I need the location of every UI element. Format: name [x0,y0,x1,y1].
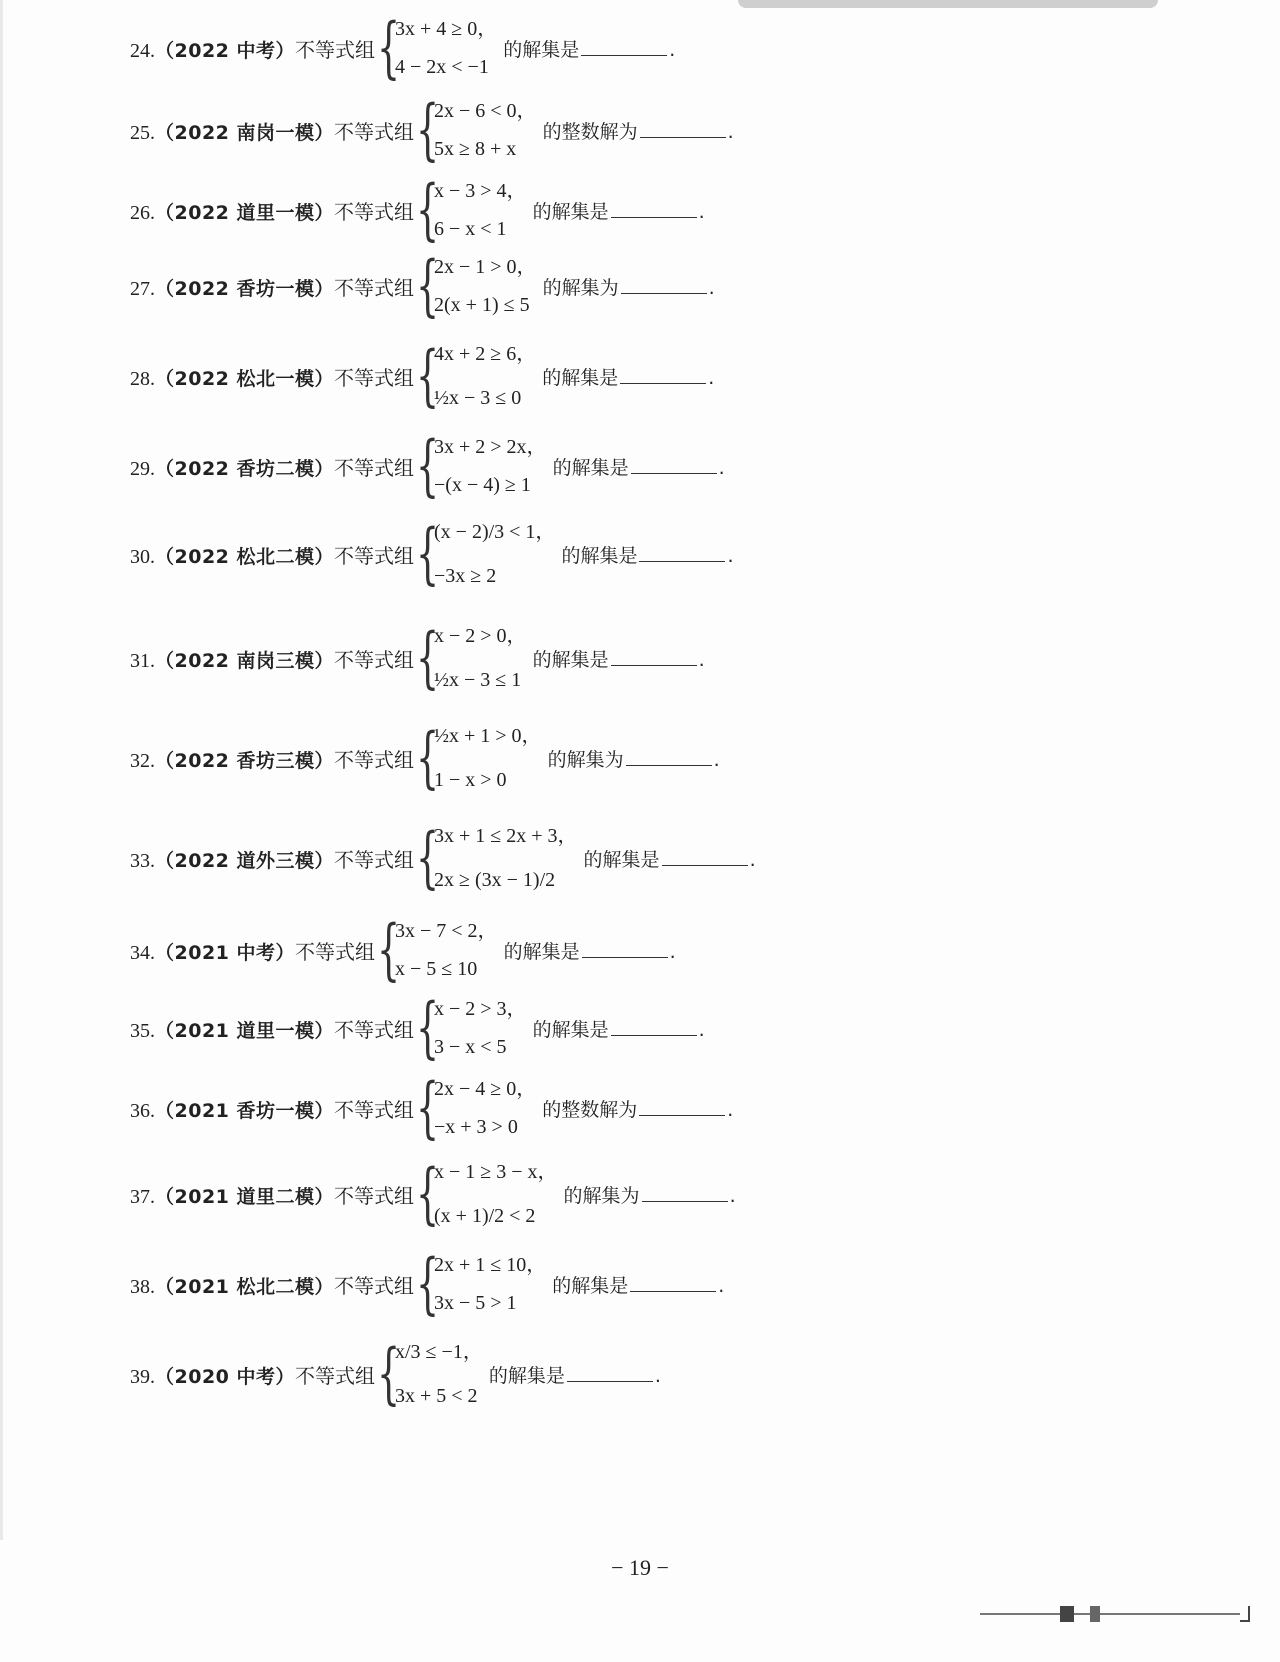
problem-source: （2022 香坊三模） [155,749,334,772]
problem-suffix: 的解集是 [561,544,638,567]
inequality-system [416,1245,547,1322]
inequality-line-2: ½x − 3 ≤ 1 [434,669,522,691]
inequality-line-2: ½x − 3 ≤ 0 [434,387,522,409]
inequality-line-1: x − 3 > 4， [434,180,527,202]
end-mark: . [669,940,676,963]
brace-icon: { [416,1069,440,1146]
end-mark: . [729,1184,736,1207]
problem-source: （2022 中考） [155,39,295,62]
problem-29 [130,426,725,506]
answer-blank [611,197,697,218]
problem-prefix: 不等式组 [334,747,414,772]
inequality-line-1: 2x − 1 > 0， [434,256,537,278]
brace-icon: { [377,911,401,988]
problem-number: 27. [130,277,155,300]
brace-icon: { [416,427,440,504]
problem-suffix: 的解集是 [503,940,580,963]
end-mark: . [708,366,715,389]
brace-icon: { [416,171,440,248]
problem-39 [130,1334,661,1414]
problem-source: （2021 道里二模） [155,1185,334,1208]
inequality-system [377,911,498,988]
inequality-line-1: 3x − 7 < 2， [395,920,498,942]
inequality-line-1: 3x + 1 ≤ 2x + 3， [434,825,578,847]
inequality-line-1: 2x − 4 ≥ 0， [434,1078,537,1100]
inequality-line-2: 2x ≥ (3x − 1)/2 [434,869,556,891]
problem-source: （2022 道外三模） [155,849,334,872]
answer-blank [611,1015,697,1036]
problem-source: （2021 松北二模） [155,1275,334,1298]
problem-number: 32. [130,749,155,772]
inequality-line-1: 3x + 2 > 2x， [434,436,547,458]
problem-number: 24. [130,39,155,62]
problem-prefix: 不等式组 [334,455,414,480]
inequality-line-2: 2(x + 1) ≤ 5 [434,294,530,316]
brace-icon: { [416,819,440,896]
problem-26 [130,170,705,250]
problem-number: 36. [130,1099,155,1122]
end-mark: . [654,1364,661,1387]
answer-blank [582,937,668,958]
problem-suffix: 的解集为 [542,276,619,299]
problem-number: 38. [130,1275,155,1298]
inequality-system [416,989,527,1066]
problem-36 [130,1068,733,1148]
inequality-system [416,511,555,597]
answer-blank [662,845,748,866]
inequality-line-2: 1 − x > 0 [434,769,507,791]
inequality-line-2: 3x + 5 < 2 [395,1385,478,1407]
answer-blank [567,1361,653,1382]
problem-prefix: 不等式组 [334,365,414,390]
inequality-system [416,715,542,801]
problem-source: （2022 松北二模） [155,545,334,568]
answer-blank [639,1095,725,1116]
problem-prefix: 不等式组 [295,37,375,62]
problem-32 [130,718,720,798]
answer-blank [626,745,712,766]
inequality-system [416,615,527,701]
answer-blank [621,273,707,294]
end-mark: . [718,456,725,479]
page-number: − 19 − [611,1555,669,1580]
end-mark: . [727,120,734,143]
problem-prefix: 不等式组 [334,275,414,300]
problem-suffix: 的解集是 [552,1274,629,1297]
scan-left-edge [0,0,3,1540]
answer-blank [581,35,667,56]
brace-icon: { [377,9,401,86]
problem-source: （2022 道里一模） [155,201,334,224]
brace-icon: { [416,1155,440,1232]
page-edge-mark [980,1606,1250,1622]
brace-icon: { [416,719,440,796]
inequality-line-2: 4 − 2x < −1 [395,56,489,78]
end-mark: . [713,748,720,771]
answer-blank [642,1181,728,1202]
problem-prefix: 不等式组 [334,199,414,224]
answer-blank [631,453,717,474]
problem-prefix: 不等式组 [295,939,375,964]
problem-30 [130,514,734,594]
problem-28 [130,336,714,416]
brace-icon: { [416,91,440,168]
inequality-line-1: x − 2 > 0， [434,625,527,647]
end-mark: . [727,544,734,567]
problem-number: 39. [130,1365,155,1388]
problem-source: （2022 香坊二模） [155,457,334,480]
problem-suffix: 的解集是 [583,848,660,871]
problem-number: 28. [130,367,155,390]
inequality-line-2: 3x − 5 > 1 [434,1292,517,1314]
problem-37 [130,1154,736,1234]
inequality-line-1: 3x + 4 ≥ 0， [395,18,498,40]
problem-source: （2021 中考） [155,941,295,964]
inequality-line-1: x − 2 > 3， [434,998,527,1020]
problem-suffix: 的解集是 [532,1018,609,1041]
problem-31 [130,618,705,698]
brace-icon: { [416,619,440,696]
answer-blank [639,541,725,562]
inequality-line-2: x − 5 ≤ 10 [395,958,478,980]
problem-number: 33. [130,849,155,872]
inequality-system [416,427,547,504]
problem-source: （2021 香坊一模） [155,1099,334,1122]
problem-suffix: 的解集是 [552,456,629,479]
end-mark: . [698,200,705,223]
problem-prefix: 不等式组 [334,647,414,672]
inequality-line-2: −x + 3 > 0 [434,1116,518,1138]
problem-source: （2021 道里一模） [155,1019,334,1042]
end-mark: . [708,276,715,299]
inequality-line-2: (x + 1)/2 < 2 [434,1205,536,1227]
answer-blank [620,363,706,384]
inequality-system [416,247,537,324]
problem-prefix: 不等式组 [334,1273,414,1298]
problem-25 [130,90,734,170]
problem-33 [130,818,756,898]
inequality-line-1: (x − 2)/3 < 1， [434,521,556,543]
inequality-system [416,171,527,248]
problem-prefix: 不等式组 [334,119,414,144]
problem-source: （2022 南岗一模） [155,121,334,144]
end-mark: . [727,1098,734,1121]
inequality-line-1: 2x + 1 ≤ 10， [434,1254,547,1276]
problem-number: 31. [130,649,155,672]
inequality-line-2: −(x − 4) ≥ 1 [434,474,531,496]
answer-blank [611,645,697,666]
problem-source: （2022 南岗三模） [155,649,334,672]
problem-source: （2022 松北一模） [155,367,334,390]
brace-icon: { [416,989,440,1066]
problem-number: 26. [130,201,155,224]
problem-number: 30. [130,545,155,568]
problem-prefix: 不等式组 [334,847,414,872]
problem-prefix: 不等式组 [334,1183,414,1208]
page-top-edge [738,0,1158,8]
inequality-system [416,91,537,168]
end-mark: . [698,1018,705,1041]
end-mark: . [718,1274,725,1297]
problem-suffix: 的整数解为 [542,1098,638,1121]
inequality-system [416,815,578,901]
problem-35 [130,988,705,1068]
problem-prefix: 不等式组 [334,1017,414,1042]
brace-icon: { [377,1335,401,1412]
problem-suffix: 的解集是 [542,366,619,389]
inequality-line-2: −3x ≥ 2 [434,565,497,587]
problem-prefix: 不等式组 [334,543,414,568]
inequality-line-1: 2x − 6 < 0， [434,100,537,122]
inequality-system [416,1151,558,1237]
problem-suffix: 的解集是 [532,200,609,223]
problem-number: 35. [130,1019,155,1042]
inequality-line-1: x/3 ≤ −1， [395,1341,483,1363]
inequality-system [416,1069,537,1146]
brace-icon: { [416,1245,440,1322]
problem-suffix: 的解集是 [503,38,580,61]
inequality-system [377,1331,483,1417]
problem-suffix: 的解集为 [547,748,624,771]
problem-38 [130,1244,724,1324]
inequality-line-1: 4x + 2 ≥ 6， [434,343,537,365]
problem-prefix: 不等式组 [334,1097,414,1122]
inequality-line-2: 3 − x < 5 [434,1036,507,1058]
brace-icon: { [416,337,440,414]
inequality-line-2: 5x ≥ 8 + x [434,138,517,160]
problem-number: 37. [130,1185,155,1208]
inequality-system [416,333,536,419]
problem-suffix: 的整数解为 [542,120,638,143]
problem-number: 25. [130,121,155,144]
problem-24 [130,8,675,88]
inequality-line-1: ½x + 1 > 0， [434,725,542,747]
end-mark: . [698,648,705,671]
problem-27 [130,246,715,326]
answer-blank [630,1271,716,1292]
inequality-line-1: x − 1 ≥ 3 − x， [434,1161,558,1183]
brace-icon: { [416,247,440,324]
inequality-system [377,9,498,86]
answer-blank [640,117,726,138]
end-mark: . [669,38,676,61]
problem-prefix: 不等式组 [295,1363,375,1388]
problem-suffix: 的解集为 [563,1184,640,1207]
problem-suffix: 的解集是 [532,648,609,671]
inequality-line-2: 6 − x < 1 [434,218,507,240]
end-mark: . [749,848,756,871]
brace-icon: { [416,515,440,592]
problem-number: 34. [130,941,155,964]
problem-source: （2022 香坊一模） [155,277,334,300]
problem-34 [130,910,676,990]
problem-suffix: 的解集是 [488,1364,565,1387]
problem-number: 29. [130,457,155,480]
problem-source: （2020 中考） [155,1365,295,1388]
